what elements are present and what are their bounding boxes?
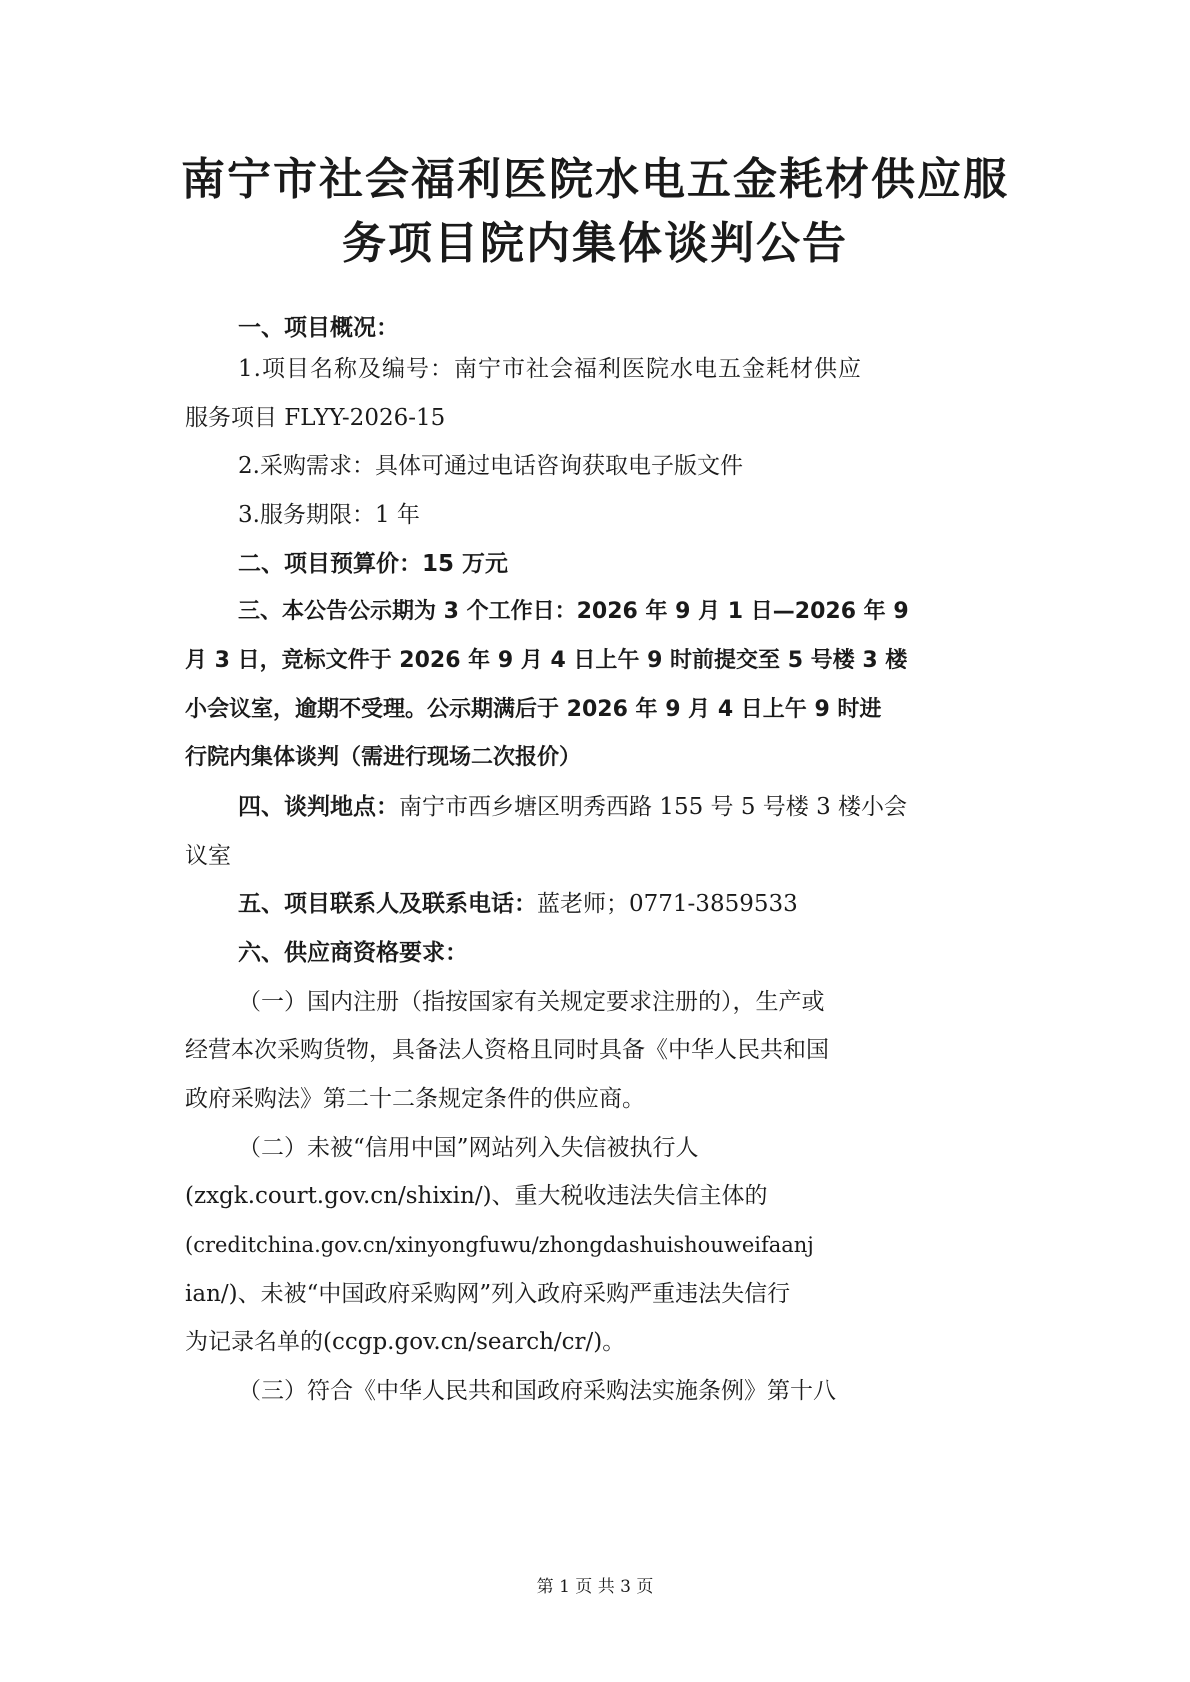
qualification-1-line-3: 政府采购法》第二十二条规定条件的供应商。: [185, 1086, 645, 1112]
publicity-period-line-3: 小会议室，逾期不受理。公示期满后于 2026 年 9 月 4 日上午 9 时进: [185, 697, 882, 722]
title-line-1: 南宁市社会福利医院水电五金耗材供应服: [181, 154, 1009, 205]
qualification-2-line-5: 为记录名单的(ccgp.gov.cn/search/cr/)。: [185, 1329, 626, 1355]
publicity-period-line-1: 三、本公告公示期为 3 个工作日：2026 年 9 月 1 日—2026 年 9: [238, 599, 909, 624]
negotiation-location: [238, 787, 907, 827]
procurement-requirement: 2.采购需求：具体可通过电话咨询获取电子版文件: [238, 453, 743, 479]
title-line-2: 务项目院内集体谈判公告: [342, 218, 848, 269]
qualification-2-line-3: (creditchina.gov.cn/xinyongfuwu/zhongdashuishouweifaanj: [185, 1233, 814, 1257]
publicity-period-line-4: 行院内集体谈判（需进行现场二次报价）: [185, 745, 582, 770]
section-heading-contact: 五、项目联系人及联系电话：: [238, 891, 537, 917]
qualification-2-line-2: (zxgk.court.gov.cn/shixin/)、重大税收违法失信主体的: [185, 1183, 768, 1209]
page-title: [120, 148, 1070, 276]
page-number: 第 1 页 共 3 页: [536, 1577, 654, 1597]
contact-details: 蓝老师；0771-3859533: [537, 891, 798, 917]
section-heading-budget: 二、项目预算价：15 万元: [238, 551, 509, 577]
qualification-2-line-1: （二）未被“信用中国”网站列入失信被执行人: [238, 1135, 699, 1161]
publicity-period-line-2: 月 3 日，竞标文件于 2026 年 9 月 4 日上午 9 时前提交至 5 号楼 3 楼: [185, 648, 908, 673]
qualification-1-line-2: 经营本次采购货物，具备法人资格且同时具备《中华人民共和国: [185, 1037, 829, 1063]
location-address: 南宁市西乡塘区明秀西路 155 号 5 号楼 3 楼小会: [399, 794, 908, 820]
project-name-continued: 服务项目 FLYY-2026-15: [185, 405, 446, 431]
section-heading-overview: 一、项目概况：: [238, 315, 399, 341]
qualification-3-line-1: （三）符合《中华人民共和国政府采购法实施条例》第十八: [238, 1378, 836, 1404]
section-heading-location: 四、谈判地点：: [238, 794, 399, 820]
service-period: 3.服务期限：1 年: [238, 502, 420, 528]
qualification-2-line-4: ian/)、未被“中国政府采购网”列入政府采购严重违法失信行: [185, 1281, 791, 1307]
section-heading-qualifications: 六、供应商资格要求：: [238, 940, 468, 966]
location-continued: 议室: [185, 843, 231, 869]
qualification-1-line-1: （一）国内注册（指按国家有关规定要求注册的），生产或: [238, 989, 825, 1015]
contact-info: [238, 884, 798, 924]
project-name-line: 1.项目名称及编号：南宁市社会福利医院水电五金耗材供应: [238, 356, 862, 382]
